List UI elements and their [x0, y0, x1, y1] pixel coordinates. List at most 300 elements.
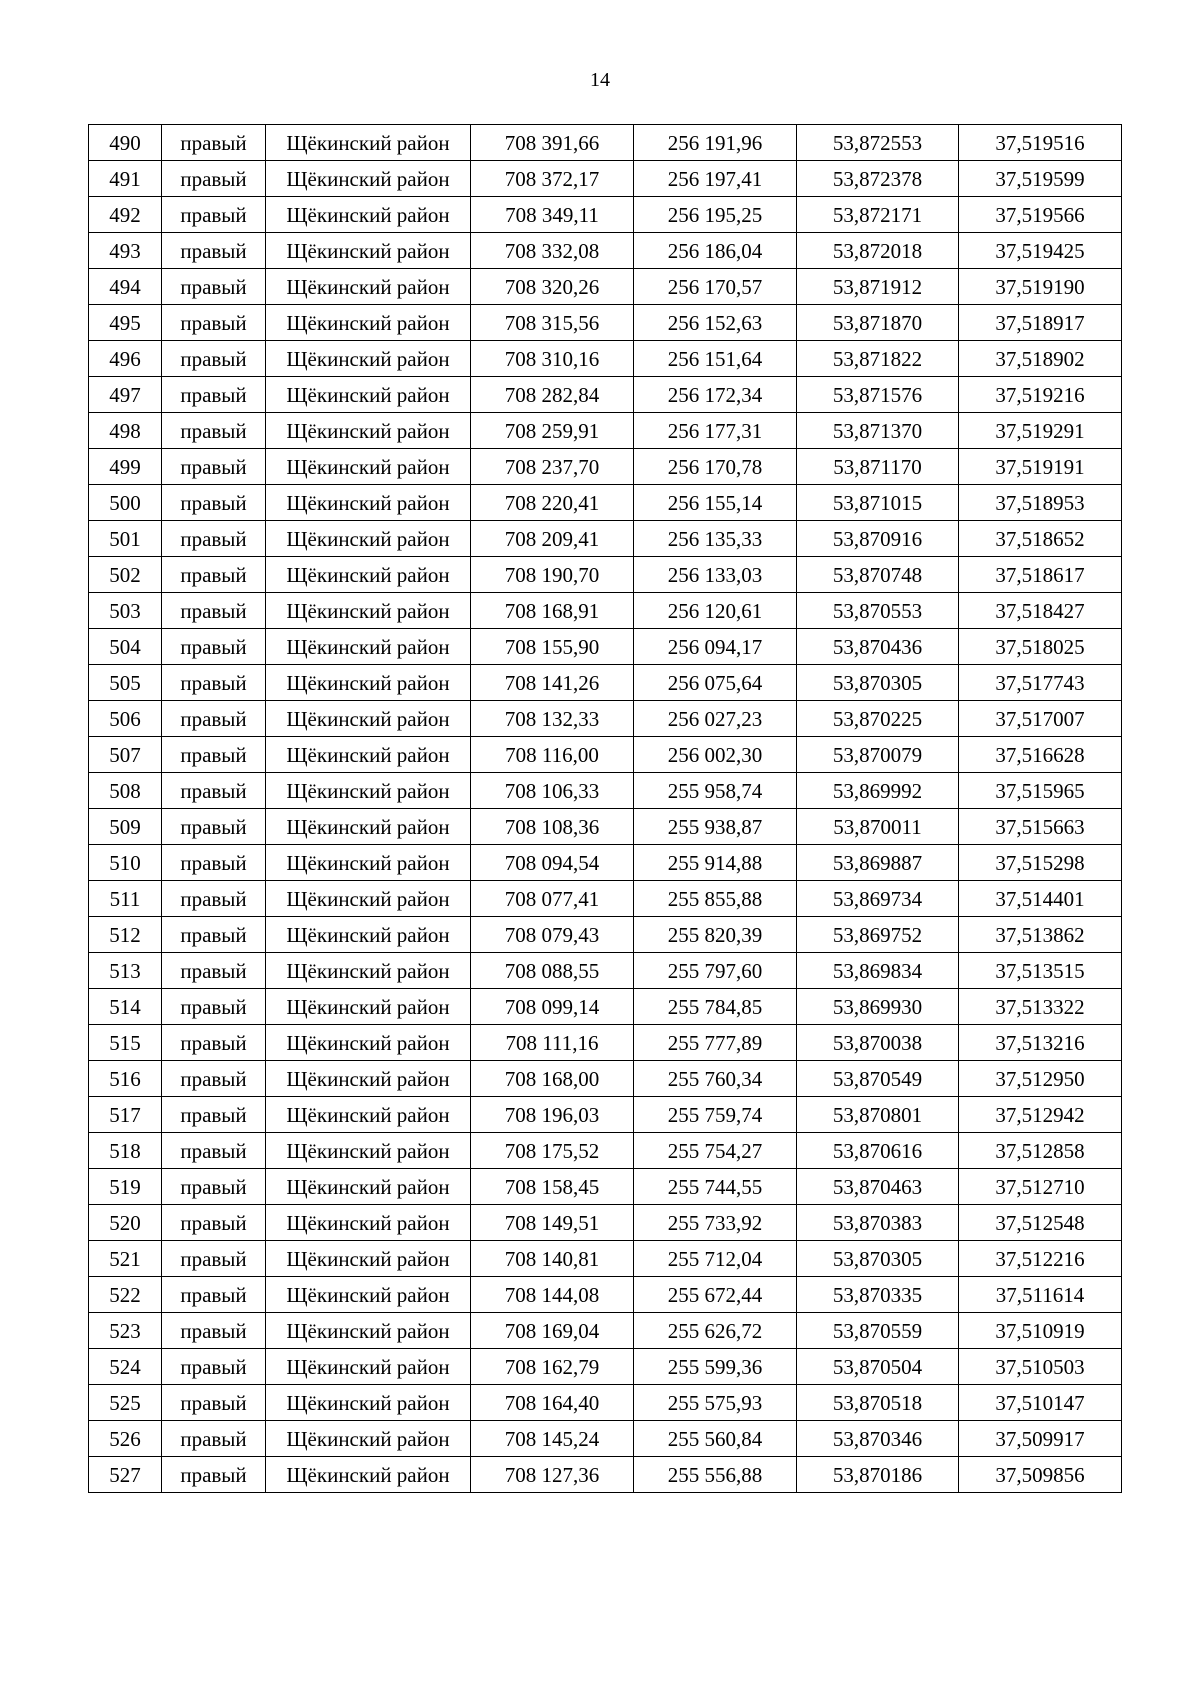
x-coordinate-cell: 708 168,00 — [471, 1061, 634, 1097]
y-coordinate-cell: 255 958,74 — [634, 773, 797, 809]
y-coordinate-cell: 255 914,88 — [634, 845, 797, 881]
bank-cell: правый — [162, 737, 266, 773]
district-cell: Щёкинский район — [266, 737, 471, 773]
longitude-cell: 37,518917 — [959, 305, 1122, 341]
x-coordinate-cell: 708 237,70 — [471, 449, 634, 485]
y-coordinate-cell: 255 744,55 — [634, 1169, 797, 1205]
district-cell: Щёкинский район — [266, 845, 471, 881]
longitude-cell: 37,511614 — [959, 1277, 1122, 1313]
bank-cell: правый — [162, 953, 266, 989]
longitude-cell: 37,517743 — [959, 665, 1122, 701]
y-coordinate-cell: 255 560,84 — [634, 1421, 797, 1457]
y-coordinate-cell: 255 938,87 — [634, 809, 797, 845]
latitude-cell: 53,870079 — [797, 737, 959, 773]
table-row — [89, 881, 1122, 917]
point-number-cell: 512 — [89, 917, 162, 953]
latitude-cell: 53,870383 — [797, 1205, 959, 1241]
table-row — [89, 341, 1122, 377]
y-coordinate-cell: 255 784,85 — [634, 989, 797, 1025]
district-cell: Щёкинский район — [266, 1133, 471, 1169]
district-cell: Щёкинский район — [266, 809, 471, 845]
y-coordinate-cell: 255 754,27 — [634, 1133, 797, 1169]
bank-cell: правый — [162, 197, 266, 233]
point-number-cell: 514 — [89, 989, 162, 1025]
latitude-cell: 53,870518 — [797, 1385, 959, 1421]
y-coordinate-cell: 256 155,14 — [634, 485, 797, 521]
latitude-cell: 53,872171 — [797, 197, 959, 233]
latitude-cell: 53,872378 — [797, 161, 959, 197]
table-row — [89, 773, 1122, 809]
x-coordinate-cell: 708 168,91 — [471, 593, 634, 629]
bank-cell: правый — [162, 1421, 266, 1457]
table-row — [89, 989, 1122, 1025]
table-row — [89, 1025, 1122, 1061]
x-coordinate-cell: 708 077,41 — [471, 881, 634, 917]
x-coordinate-cell: 708 315,56 — [471, 305, 634, 341]
x-coordinate-cell: 708 099,14 — [471, 989, 634, 1025]
district-cell: Щёкинский район — [266, 1097, 471, 1133]
y-coordinate-cell: 256 120,61 — [634, 593, 797, 629]
y-coordinate-cell: 256 186,04 — [634, 233, 797, 269]
point-number-cell: 520 — [89, 1205, 162, 1241]
table-row — [89, 845, 1122, 881]
y-coordinate-cell: 255 672,44 — [634, 1277, 797, 1313]
table-row — [89, 1061, 1122, 1097]
district-cell: Щёкинский район — [266, 197, 471, 233]
y-coordinate-cell: 256 027,23 — [634, 701, 797, 737]
table-body — [89, 125, 1122, 1493]
latitude-cell: 53,870553 — [797, 593, 959, 629]
longitude-cell: 37,510503 — [959, 1349, 1122, 1385]
latitude-cell: 53,870504 — [797, 1349, 959, 1385]
y-coordinate-cell: 256 094,17 — [634, 629, 797, 665]
table-row — [89, 1133, 1122, 1169]
point-number-cell: 495 — [89, 305, 162, 341]
district-cell: Щёкинский район — [266, 125, 471, 161]
longitude-cell: 37,513322 — [959, 989, 1122, 1025]
point-number-cell: 523 — [89, 1313, 162, 1349]
x-coordinate-cell: 708 094,54 — [471, 845, 634, 881]
latitude-cell: 53,870305 — [797, 1241, 959, 1277]
y-coordinate-cell: 256 172,34 — [634, 377, 797, 413]
x-coordinate-cell: 708 132,33 — [471, 701, 634, 737]
latitude-cell: 53,869752 — [797, 917, 959, 953]
bank-cell: правый — [162, 161, 266, 197]
x-coordinate-cell: 708 332,08 — [471, 233, 634, 269]
x-coordinate-cell: 708 391,66 — [471, 125, 634, 161]
longitude-cell: 37,512216 — [959, 1241, 1122, 1277]
table-row — [89, 233, 1122, 269]
longitude-cell: 37,513515 — [959, 953, 1122, 989]
point-number-cell: 527 — [89, 1457, 162, 1493]
latitude-cell: 53,870186 — [797, 1457, 959, 1493]
table-row — [89, 377, 1122, 413]
bank-cell: правый — [162, 449, 266, 485]
longitude-cell: 37,509917 — [959, 1421, 1122, 1457]
district-cell: Щёкинский район — [266, 989, 471, 1025]
x-coordinate-cell: 708 116,00 — [471, 737, 634, 773]
point-number-cell: 517 — [89, 1097, 162, 1133]
bank-cell: правый — [162, 1241, 266, 1277]
latitude-cell: 53,871912 — [797, 269, 959, 305]
y-coordinate-cell: 255 760,34 — [634, 1061, 797, 1097]
x-coordinate-cell: 708 162,79 — [471, 1349, 634, 1385]
table-row — [89, 701, 1122, 737]
district-cell: Щёкинский район — [266, 1313, 471, 1349]
bank-cell: правый — [162, 773, 266, 809]
table-row — [89, 1313, 1122, 1349]
longitude-cell: 37,519216 — [959, 377, 1122, 413]
longitude-cell: 37,513862 — [959, 917, 1122, 953]
point-number-cell: 525 — [89, 1385, 162, 1421]
point-number-cell: 499 — [89, 449, 162, 485]
y-coordinate-cell: 255 556,88 — [634, 1457, 797, 1493]
district-cell: Щёкинский район — [266, 269, 471, 305]
point-number-cell: 510 — [89, 845, 162, 881]
longitude-cell: 37,518427 — [959, 593, 1122, 629]
x-coordinate-cell: 708 145,24 — [471, 1421, 634, 1457]
point-number-cell: 497 — [89, 377, 162, 413]
district-cell: Щёкинский район — [266, 1205, 471, 1241]
district-cell: Щёкинский район — [266, 485, 471, 521]
longitude-cell: 37,514401 — [959, 881, 1122, 917]
y-coordinate-cell: 255 797,60 — [634, 953, 797, 989]
y-coordinate-cell: 256 195,25 — [634, 197, 797, 233]
district-cell: Щёкинский район — [266, 1241, 471, 1277]
point-number-cell: 491 — [89, 161, 162, 197]
table-row — [89, 1205, 1122, 1241]
district-cell: Щёкинский район — [266, 629, 471, 665]
y-coordinate-cell: 255 759,74 — [634, 1097, 797, 1133]
point-number-cell: 508 — [89, 773, 162, 809]
bank-cell: правый — [162, 557, 266, 593]
table-row — [89, 557, 1122, 593]
point-number-cell: 492 — [89, 197, 162, 233]
longitude-cell: 37,512950 — [959, 1061, 1122, 1097]
point-number-cell: 505 — [89, 665, 162, 701]
district-cell: Щёкинский район — [266, 161, 471, 197]
latitude-cell: 53,870801 — [797, 1097, 959, 1133]
district-cell: Щёкинский район — [266, 701, 471, 737]
table-row — [89, 917, 1122, 953]
district-cell: Щёкинский район — [266, 1421, 471, 1457]
point-number-cell: 503 — [89, 593, 162, 629]
x-coordinate-cell: 708 320,26 — [471, 269, 634, 305]
x-coordinate-cell: 708 175,52 — [471, 1133, 634, 1169]
longitude-cell: 37,516628 — [959, 737, 1122, 773]
x-coordinate-cell: 708 169,04 — [471, 1313, 634, 1349]
latitude-cell: 53,872018 — [797, 233, 959, 269]
latitude-cell: 53,869992 — [797, 773, 959, 809]
table-row — [89, 1349, 1122, 1385]
x-coordinate-cell: 708 144,08 — [471, 1277, 634, 1313]
district-cell: Щёкинский район — [266, 521, 471, 557]
latitude-cell: 53,869734 — [797, 881, 959, 917]
x-coordinate-cell: 708 141,26 — [471, 665, 634, 701]
point-number-cell: 513 — [89, 953, 162, 989]
x-coordinate-cell: 708 190,70 — [471, 557, 634, 593]
bank-cell: правый — [162, 1097, 266, 1133]
point-number-cell: 501 — [89, 521, 162, 557]
bank-cell: правый — [162, 809, 266, 845]
point-number-cell: 509 — [89, 809, 162, 845]
longitude-cell: 37,512942 — [959, 1097, 1122, 1133]
bank-cell: правый — [162, 1169, 266, 1205]
point-number-cell: 522 — [89, 1277, 162, 1313]
x-coordinate-cell: 708 220,41 — [471, 485, 634, 521]
latitude-cell: 53,871370 — [797, 413, 959, 449]
district-cell: Щёкинский район — [266, 1277, 471, 1313]
bank-cell: правый — [162, 701, 266, 737]
table-row — [89, 161, 1122, 197]
district-cell: Щёкинский район — [266, 449, 471, 485]
bank-cell: правый — [162, 989, 266, 1025]
table-row — [89, 449, 1122, 485]
x-coordinate-cell: 708 111,16 — [471, 1025, 634, 1061]
bank-cell: правый — [162, 1457, 266, 1493]
table-row — [89, 1097, 1122, 1133]
y-coordinate-cell: 256 191,96 — [634, 125, 797, 161]
bank-cell: правый — [162, 377, 266, 413]
point-number-cell: 500 — [89, 485, 162, 521]
latitude-cell: 53,870225 — [797, 701, 959, 737]
y-coordinate-cell: 255 599,36 — [634, 1349, 797, 1385]
longitude-cell: 37,509856 — [959, 1457, 1122, 1493]
bank-cell: правый — [162, 593, 266, 629]
table-row — [89, 413, 1122, 449]
district-cell: Щёкинский район — [266, 1349, 471, 1385]
latitude-cell: 53,870436 — [797, 629, 959, 665]
point-number-cell: 494 — [89, 269, 162, 305]
table-row — [89, 629, 1122, 665]
point-number-cell: 515 — [89, 1025, 162, 1061]
table-row — [89, 1385, 1122, 1421]
point-number-cell: 506 — [89, 701, 162, 737]
district-cell: Щёкинский район — [266, 341, 471, 377]
x-coordinate-cell: 708 108,36 — [471, 809, 634, 845]
table-row — [89, 305, 1122, 341]
table-row — [89, 125, 1122, 161]
bank-cell: правый — [162, 413, 266, 449]
longitude-cell: 37,519425 — [959, 233, 1122, 269]
x-coordinate-cell: 708 349,11 — [471, 197, 634, 233]
longitude-cell: 37,519599 — [959, 161, 1122, 197]
point-number-cell: 493 — [89, 233, 162, 269]
point-number-cell: 511 — [89, 881, 162, 917]
bank-cell: правый — [162, 917, 266, 953]
latitude-cell: 53,870305 — [797, 665, 959, 701]
latitude-cell: 53,870549 — [797, 1061, 959, 1097]
point-number-cell: 516 — [89, 1061, 162, 1097]
longitude-cell: 37,518617 — [959, 557, 1122, 593]
longitude-cell: 37,519566 — [959, 197, 1122, 233]
latitude-cell: 53,872553 — [797, 125, 959, 161]
y-coordinate-cell: 255 712,04 — [634, 1241, 797, 1277]
longitude-cell: 37,512548 — [959, 1205, 1122, 1241]
bank-cell: правый — [162, 521, 266, 557]
bank-cell: правый — [162, 1205, 266, 1241]
y-coordinate-cell: 256 170,57 — [634, 269, 797, 305]
district-cell: Щёкинский район — [266, 1169, 471, 1205]
longitude-cell: 37,518652 — [959, 521, 1122, 557]
latitude-cell: 53,870335 — [797, 1277, 959, 1313]
x-coordinate-cell: 708 158,45 — [471, 1169, 634, 1205]
district-cell: Щёкинский район — [266, 1025, 471, 1061]
latitude-cell: 53,871170 — [797, 449, 959, 485]
latitude-cell: 53,870463 — [797, 1169, 959, 1205]
district-cell: Щёкинский район — [266, 593, 471, 629]
y-coordinate-cell: 255 820,39 — [634, 917, 797, 953]
point-number-cell: 524 — [89, 1349, 162, 1385]
district-cell: Щёкинский район — [266, 413, 471, 449]
x-coordinate-cell: 708 196,03 — [471, 1097, 634, 1133]
district-cell: Щёкинский район — [266, 557, 471, 593]
bank-cell: правый — [162, 1313, 266, 1349]
district-cell: Щёкинский район — [266, 305, 471, 341]
x-coordinate-cell: 708 140,81 — [471, 1241, 634, 1277]
longitude-cell: 37,519516 — [959, 125, 1122, 161]
x-coordinate-cell: 708 127,36 — [471, 1457, 634, 1493]
table-row — [89, 1241, 1122, 1277]
point-number-cell: 498 — [89, 413, 162, 449]
longitude-cell: 37,515663 — [959, 809, 1122, 845]
table-row — [89, 809, 1122, 845]
district-cell: Щёкинский район — [266, 665, 471, 701]
bank-cell: правый — [162, 1277, 266, 1313]
bank-cell: правый — [162, 1025, 266, 1061]
longitude-cell: 37,518902 — [959, 341, 1122, 377]
x-coordinate-cell: 708 155,90 — [471, 629, 634, 665]
y-coordinate-cell: 256 177,31 — [634, 413, 797, 449]
bank-cell: правый — [162, 125, 266, 161]
table-row — [89, 593, 1122, 629]
point-number-cell: 504 — [89, 629, 162, 665]
x-coordinate-cell: 708 209,41 — [471, 521, 634, 557]
table-row — [89, 485, 1122, 521]
page-number: 14 — [590, 69, 610, 91]
district-cell: Щёкинский район — [266, 1457, 471, 1493]
table-row — [89, 737, 1122, 773]
x-coordinate-cell: 708 079,43 — [471, 917, 634, 953]
x-coordinate-cell: 708 310,16 — [471, 341, 634, 377]
longitude-cell: 37,513216 — [959, 1025, 1122, 1061]
latitude-cell: 53,871870 — [797, 305, 959, 341]
table-row — [89, 665, 1122, 701]
latitude-cell: 53,870916 — [797, 521, 959, 557]
point-number-cell: 518 — [89, 1133, 162, 1169]
y-coordinate-cell: 256 170,78 — [634, 449, 797, 485]
longitude-cell: 37,512858 — [959, 1133, 1122, 1169]
bank-cell: правый — [162, 269, 266, 305]
district-cell: Щёкинский район — [266, 881, 471, 917]
longitude-cell: 37,512710 — [959, 1169, 1122, 1205]
longitude-cell: 37,515298 — [959, 845, 1122, 881]
y-coordinate-cell: 256 197,41 — [634, 161, 797, 197]
district-cell: Щёкинский район — [266, 917, 471, 953]
bank-cell: правый — [162, 485, 266, 521]
latitude-cell: 53,870011 — [797, 809, 959, 845]
latitude-cell: 53,870616 — [797, 1133, 959, 1169]
y-coordinate-cell: 256 151,64 — [634, 341, 797, 377]
table-row — [89, 197, 1122, 233]
table-row — [89, 269, 1122, 305]
table-row — [89, 521, 1122, 557]
table-row — [89, 1169, 1122, 1205]
latitude-cell: 53,869887 — [797, 845, 959, 881]
latitude-cell: 53,870346 — [797, 1421, 959, 1457]
district-cell: Щёкинский район — [266, 377, 471, 413]
latitude-cell: 53,870038 — [797, 1025, 959, 1061]
longitude-cell: 37,518025 — [959, 629, 1122, 665]
x-coordinate-cell: 708 106,33 — [471, 773, 634, 809]
y-coordinate-cell: 255 777,89 — [634, 1025, 797, 1061]
district-cell: Щёкинский район — [266, 1061, 471, 1097]
bank-cell: правый — [162, 233, 266, 269]
district-cell: Щёкинский район — [266, 953, 471, 989]
district-cell: Щёкинский район — [266, 1385, 471, 1421]
x-coordinate-cell: 708 149,51 — [471, 1205, 634, 1241]
point-number-cell: 496 — [89, 341, 162, 377]
longitude-cell: 37,519191 — [959, 449, 1122, 485]
longitude-cell: 37,510147 — [959, 1385, 1122, 1421]
bank-cell: правый — [162, 629, 266, 665]
bank-cell: правый — [162, 665, 266, 701]
point-number-cell: 526 — [89, 1421, 162, 1457]
bank-cell: правый — [162, 845, 266, 881]
latitude-cell: 53,871576 — [797, 377, 959, 413]
latitude-cell: 53,869930 — [797, 989, 959, 1025]
coordinates-table — [88, 124, 1122, 1493]
latitude-cell: 53,870748 — [797, 557, 959, 593]
table-row — [89, 1457, 1122, 1493]
bank-cell: правый — [162, 1349, 266, 1385]
y-coordinate-cell: 256 133,03 — [634, 557, 797, 593]
longitude-cell: 37,510919 — [959, 1313, 1122, 1349]
x-coordinate-cell: 708 259,91 — [471, 413, 634, 449]
longitude-cell: 37,519291 — [959, 413, 1122, 449]
y-coordinate-cell: 256 152,63 — [634, 305, 797, 341]
bank-cell: правый — [162, 1133, 266, 1169]
y-coordinate-cell: 255 575,93 — [634, 1385, 797, 1421]
point-number-cell: 519 — [89, 1169, 162, 1205]
point-number-cell: 507 — [89, 737, 162, 773]
table-row — [89, 953, 1122, 989]
longitude-cell: 37,517007 — [959, 701, 1122, 737]
latitude-cell: 53,870559 — [797, 1313, 959, 1349]
x-coordinate-cell: 708 088,55 — [471, 953, 634, 989]
table-row — [89, 1277, 1122, 1313]
y-coordinate-cell: 255 855,88 — [634, 881, 797, 917]
bank-cell: правый — [162, 341, 266, 377]
y-coordinate-cell: 256 135,33 — [634, 521, 797, 557]
latitude-cell: 53,871015 — [797, 485, 959, 521]
point-number-cell: 502 — [89, 557, 162, 593]
longitude-cell: 37,518953 — [959, 485, 1122, 521]
y-coordinate-cell: 255 626,72 — [634, 1313, 797, 1349]
point-number-cell: 490 — [89, 125, 162, 161]
y-coordinate-cell: 256 002,30 — [634, 737, 797, 773]
x-coordinate-cell: 708 164,40 — [471, 1385, 634, 1421]
y-coordinate-cell: 256 075,64 — [634, 665, 797, 701]
district-cell: Щёкинский район — [266, 773, 471, 809]
bank-cell: правый — [162, 1061, 266, 1097]
x-coordinate-cell: 708 282,84 — [471, 377, 634, 413]
bank-cell: правый — [162, 1385, 266, 1421]
table-row — [89, 1421, 1122, 1457]
latitude-cell: 53,871822 — [797, 341, 959, 377]
latitude-cell: 53,869834 — [797, 953, 959, 989]
district-cell: Щёкинский район — [266, 233, 471, 269]
